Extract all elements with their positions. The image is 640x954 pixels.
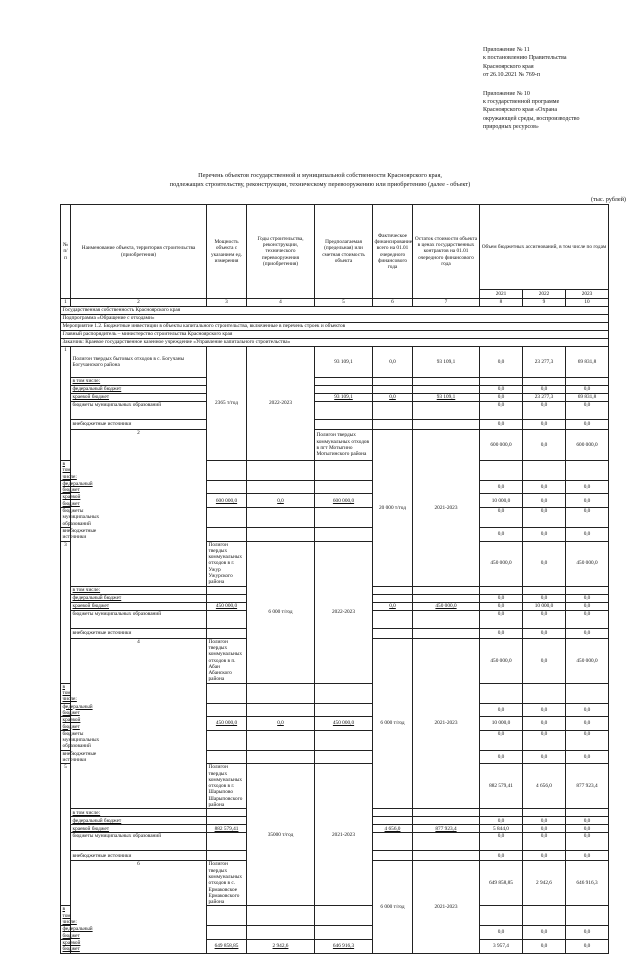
col-remaining: Остаток стоимости объекта в ценах государственных контрактов на 01.01 очередного финансового года <box>413 205 480 299</box>
object-number: 1 <box>61 347 71 461</box>
table-cell: бюджеты муниципальных образований <box>62 508 100 527</box>
table-cell: 0,0 <box>523 541 566 586</box>
table-cell <box>413 386 480 394</box>
table-cell: 0,0 <box>523 825 566 833</box>
table-cell: 0,0 <box>523 420 566 430</box>
table-cell: 0,0 <box>566 494 609 508</box>
table-cell: 0,0 <box>373 602 413 610</box>
appendix-11-block: Приложение № 11 к постановлению Правительства Красноярского края от 26.10.2021 № 769-п <box>483 47 567 79</box>
table-cell <box>207 750 247 764</box>
table-cell <box>315 926 373 940</box>
table-cell <box>315 420 373 430</box>
object-number: 5 <box>61 764 71 906</box>
table-cell <box>315 508 373 528</box>
table-cell: 0,0 <box>247 717 315 731</box>
table-cell: 450 000,0 <box>480 638 523 683</box>
table-cell: 0,0 <box>480 730 523 750</box>
table-cell <box>315 750 373 764</box>
table-cell <box>315 480 373 494</box>
table-cell <box>373 420 413 430</box>
table-cell: 23 277,3 <box>523 394 566 402</box>
table-cell <box>523 378 566 386</box>
object-row <box>61 430 609 461</box>
objects-table <box>60 204 609 954</box>
municipal-row <box>61 402 609 420</box>
table-cell: 0,0 <box>480 703 523 717</box>
table-cell: 0,0 <box>480 420 523 430</box>
table-cell <box>207 610 247 628</box>
units-label: (тыс. рублей) <box>591 196 626 203</box>
table-cell: в том числе: <box>62 906 77 926</box>
object-number: 2 <box>71 430 207 587</box>
table-cell <box>566 461 609 481</box>
table-cell: 0,0 <box>523 386 566 394</box>
object-name: Полигон твердых бытовых отходов в с. Богучаны Богучанского района <box>71 347 207 378</box>
table-cell: 0,0 <box>523 594 566 602</box>
table-cell <box>373 833 413 851</box>
table-cell <box>247 508 315 528</box>
table-cell: 450 000,0 <box>480 541 523 586</box>
object-number: 3 <box>61 541 71 683</box>
table-cell <box>207 594 247 602</box>
table-cell <box>315 461 373 481</box>
table-cell: краевой бюджет <box>71 602 207 610</box>
table-cell: 0,0 <box>523 508 566 528</box>
col-2022: 2022 <box>523 290 566 299</box>
table-cell <box>315 386 373 394</box>
table-cell <box>247 703 315 717</box>
table-cell: 5 844,0 <box>480 825 523 833</box>
table-cell <box>207 851 247 861</box>
table-cell: 0,0 <box>480 610 523 628</box>
table-cell <box>207 833 247 851</box>
table-cell: 0,0 <box>523 939 566 953</box>
table-cell <box>373 402 413 420</box>
table-cell: 0,0 <box>566 825 609 833</box>
section-row: Заказчик: Краевое государственное казенное учреждение «Управление капитального строительства» <box>61 339 609 347</box>
table-cell: 646 916,3 <box>315 939 373 953</box>
section-row: Государственная собственность Красноярского края <box>61 307 609 315</box>
table-cell: 0,0 <box>566 420 609 430</box>
table-cell: внебюджетные источники <box>71 851 207 861</box>
table-cell <box>413 809 480 817</box>
table-cell <box>207 461 247 481</box>
table-cell: 6 000 т/год <box>373 861 413 953</box>
table-cell: внебюджетные источники <box>62 527 97 541</box>
in-total-row <box>61 378 609 386</box>
table-cell <box>480 809 523 817</box>
table-cell <box>207 480 247 494</box>
table-cell: краевой бюджет <box>71 394 207 402</box>
table-cell: 0,0 <box>566 628 609 638</box>
object-number: 4 <box>71 638 207 809</box>
table-cell: 0,0 <box>566 386 609 394</box>
table-cell: 0,0 <box>523 730 566 750</box>
table-cell: бюджеты муниципальных образований <box>71 402 207 420</box>
table-cell <box>207 809 247 817</box>
table-cell: внебюджетные источники <box>71 420 207 430</box>
table-cell: 0,0 <box>566 402 609 420</box>
table-cell: 0,0 <box>566 602 609 610</box>
table-cell <box>480 586 523 594</box>
table-cell <box>315 378 373 386</box>
appendix-10-block: Приложение № 10 к государственной программе Красноярского края «Охрана окружающей среды, воспроизводство природных ресурсов» <box>483 90 580 131</box>
table-cell <box>373 851 413 861</box>
table-cell: бюджеты муниципальных образований <box>62 730 100 750</box>
table-cell <box>247 906 315 926</box>
extra-row <box>61 420 609 430</box>
table-cell: 0,0 <box>566 594 609 602</box>
object-name: Полигон твердых коммунальных отходов в г. Шарыпово Шарыповского района <box>207 764 247 809</box>
table-cell: краевой бюджет <box>62 717 81 730</box>
object-name: Полигон твердых коммунальных отходов в пгт Мотыгино Мотыгинского района <box>315 430 373 461</box>
table-cell: 4 656,0 <box>523 764 566 809</box>
table-cell <box>373 809 413 817</box>
table-cell: 10 000,0 <box>480 494 523 508</box>
table-cell: бюджеты муниципальных образований <box>71 610 207 628</box>
table-cell <box>566 906 609 926</box>
table-cell: краевой бюджет <box>62 939 81 953</box>
table-cell <box>207 508 247 528</box>
table-cell: 0,0 <box>523 402 566 420</box>
table-cell <box>247 730 315 750</box>
table-cell: 93 109,1 <box>315 347 373 378</box>
table-cell: 0,0 <box>566 750 609 764</box>
table-cell: внебюджетные источники <box>71 628 207 638</box>
table-cell: 6 000 т/год <box>373 638 413 809</box>
table-cell: 450 000,0 <box>566 638 609 683</box>
table-cell: 10 000,0 <box>480 717 523 731</box>
table-cell: 882 579,41 <box>207 825 247 833</box>
table-cell <box>247 683 315 703</box>
object-name: Полигон твердых коммунальных отходов в п. Абан Абанского района <box>207 638 247 683</box>
table-cell <box>207 817 247 825</box>
col-years: Годы строительства, реконструкции, технического перевооружения (приобретения) <box>247 205 315 299</box>
table-cell <box>413 817 480 825</box>
table-cell: 2021-2023 <box>315 764 373 906</box>
col-2023: 2023 <box>566 290 609 299</box>
table-cell <box>207 926 247 940</box>
table-cell: 0,0 <box>480 594 523 602</box>
col-cost: Предполагаемая (предельная) или сметная стоимость объекта <box>315 205 373 299</box>
table-cell <box>413 402 480 420</box>
document-title: Перечень объектов государственной и муниципальной собственности Красноярского края, подлежащих строительству, реконструкции, техническому перевооружению или приобретению (далее - объект) <box>169 172 471 188</box>
table-cell: 882 579,41 <box>480 764 523 809</box>
table-cell: 0,0 <box>480 851 523 861</box>
col-num: № п/п <box>61 205 71 299</box>
table-cell <box>373 586 413 594</box>
table-cell: 0,0 <box>566 703 609 717</box>
table-cell <box>373 817 413 825</box>
table-cell: федеральный бюджет <box>71 594 207 602</box>
table-cell <box>207 683 247 703</box>
table-cell: 0,0 <box>373 394 413 402</box>
table-cell: краевой бюджет <box>71 825 207 833</box>
table-cell <box>207 906 247 926</box>
table-cell: 3 957,4 <box>480 939 523 953</box>
table-cell: 646 916,3 <box>566 861 609 906</box>
table-cell: 0,0 <box>523 527 566 541</box>
table-cell: 0,0 <box>523 430 566 461</box>
table-cell: 600 000,0 <box>566 430 609 461</box>
table-cell: федеральный бюджет <box>71 817 207 825</box>
table-cell: 35000 т/год <box>247 764 315 906</box>
table-cell: 0,0 <box>480 817 523 825</box>
federal-row <box>61 386 609 394</box>
table-cell: 0,0 <box>480 628 523 638</box>
table-cell <box>207 628 247 638</box>
table-cell <box>566 378 609 386</box>
table-cell <box>207 527 247 541</box>
table-cell <box>373 628 413 638</box>
table-cell <box>480 378 523 386</box>
table-cell: 2 942,6 <box>247 939 315 953</box>
table-cell: 877 923,4 <box>566 764 609 809</box>
table-cell <box>247 527 315 541</box>
table-cell: 0,0 <box>523 628 566 638</box>
table-cell: 450 000,0 <box>566 541 609 586</box>
table-cell <box>566 683 609 703</box>
table-cell: 23 277,3 <box>523 347 566 378</box>
table-cell <box>523 809 566 817</box>
table-cell <box>480 906 523 926</box>
table-cell: 0,0 <box>523 494 566 508</box>
table-cell: 6 000 т/год <box>247 541 315 683</box>
object-name: Полигон твердых коммунальных отходов в с. Ермаковское Ермаковского района <box>207 861 247 906</box>
table-cell: в том числе: <box>62 683 77 703</box>
table-cell: 0,0 <box>523 750 566 764</box>
regional-row <box>61 394 609 402</box>
table-cell: 649 858,85 <box>480 861 523 906</box>
table-cell: в том числе: <box>62 461 77 480</box>
table-cell: 2365 т/год <box>207 347 247 461</box>
table-cell: федеральный бюджет <box>62 480 93 494</box>
object-name: Полигон твердых коммунальных отходов в г. Ужур Ужурского района <box>207 541 247 586</box>
index-row: 1 2 3 4 5 6 7 8 9 10 <box>61 299 609 307</box>
table-cell: 0,0 <box>480 527 523 541</box>
table-cell: внебюджетные источники <box>62 750 97 763</box>
table-cell <box>413 420 480 430</box>
table-cell: 649 858,85 <box>207 939 247 953</box>
table-cell: 0,0 <box>247 494 315 508</box>
table-cell <box>480 461 523 481</box>
table-cell: 2021-2023 <box>413 430 480 587</box>
table-cell <box>373 386 413 394</box>
table-cell: 0,0 <box>566 851 609 861</box>
table-cell: 93 109,1 <box>413 394 480 402</box>
table-cell <box>523 683 566 703</box>
table-cell <box>207 586 247 594</box>
table-cell: 0,0 <box>480 480 523 494</box>
table-cell: 450 000,0 <box>315 717 373 731</box>
table-cell: 0,0 <box>566 730 609 750</box>
table-cell: 0,0 <box>523 817 566 825</box>
table-cell: 0,0 <box>480 926 523 940</box>
table-cell: 2021-2023 <box>413 861 480 953</box>
table-cell: бюджеты муниципальных образований <box>71 833 207 851</box>
table-cell: 0,0 <box>566 508 609 528</box>
table-cell: 93 109,1 <box>315 394 373 402</box>
table-cell <box>523 586 566 594</box>
table-cell: 0,0 <box>523 480 566 494</box>
table-cell: в том числе: <box>71 586 207 594</box>
table-cell <box>373 610 413 628</box>
col-financed: Фактическое финансирование всего на 01.01 очередного финансового года <box>373 205 413 299</box>
table-cell <box>373 378 413 386</box>
appendix-header <box>483 46 623 142</box>
table-cell: 0,0 <box>523 703 566 717</box>
section-row: Главный распорядитель – министерство строительства Красноярского края <box>61 331 609 339</box>
table-cell <box>480 683 523 703</box>
table-cell <box>566 809 609 817</box>
table-cell <box>523 906 566 926</box>
table-cell: 0,0 <box>523 926 566 940</box>
table-cell <box>413 594 480 602</box>
table-cell: 0,0 <box>480 386 523 394</box>
table-cell: 0,0 <box>523 610 566 628</box>
table-cell <box>247 480 315 494</box>
table-cell <box>315 683 373 703</box>
table-cell: 0,0 <box>566 926 609 940</box>
table-cell: 450 000,0 <box>207 602 247 610</box>
table-cell: 10 000,0 <box>523 602 566 610</box>
table-cell: 0,0 <box>566 817 609 825</box>
table-cell: 0,0 <box>566 610 609 628</box>
table-cell: 600 000,0 <box>315 494 373 508</box>
table-cell <box>315 730 373 750</box>
table-cell: 0,0 <box>480 833 523 851</box>
header-row <box>61 205 609 290</box>
table-cell: 20 000 т/год <box>373 430 413 587</box>
table-cell: 4 656,0 <box>373 825 413 833</box>
table-cell <box>315 703 373 717</box>
table-cell: 0,0 <box>523 851 566 861</box>
table-cell: 0,0 <box>523 717 566 731</box>
table-cell: в том числе: <box>71 378 207 386</box>
table-cell: 0,0 <box>566 833 609 851</box>
table-cell <box>413 378 480 386</box>
col-capacity: Мощность объекта с указанием ед. измерения <box>207 205 247 299</box>
table-cell: 0,0 <box>480 402 523 420</box>
table-cell <box>413 628 480 638</box>
table-cell: 0,0 <box>566 480 609 494</box>
table-cell: 2022-2023 <box>247 347 315 461</box>
table-cell: 69 831,8 <box>566 394 609 402</box>
table-cell <box>373 594 413 602</box>
table-cell: 0,0 <box>566 939 609 953</box>
table-cell <box>413 851 480 861</box>
table-cell: федеральный бюджет <box>62 926 93 939</box>
table-cell <box>315 906 373 926</box>
section-row: Мероприятие 1.2. Бюджетные инвестиции в объекты капитального строительства, включенные в перечень строек и объектов <box>61 323 609 331</box>
col-allocations: Объем бюджетных ассигнований, в том числе по годам <box>480 205 609 290</box>
object-number: 6 <box>71 861 207 953</box>
table-cell: федеральный бюджет <box>71 386 207 394</box>
table-cell: 2 942,6 <box>523 861 566 906</box>
table-cell <box>207 703 247 717</box>
table-cell: в том числе: <box>71 809 207 817</box>
col-name: Наименование объекта, территория строительства (приобретения) <box>71 205 207 299</box>
table-cell <box>315 527 373 541</box>
table-cell: федеральный бюджет <box>62 703 93 716</box>
table-cell: 600 000,0 <box>480 430 523 461</box>
table-cell: 877 923,4 <box>413 825 480 833</box>
table-cell: 0,0 <box>480 394 523 402</box>
table-cell: 93 109,1 <box>413 347 480 378</box>
table-cell: 0,0 <box>523 638 566 683</box>
table-cell: 450 000,0 <box>413 602 480 610</box>
table-cell: 0,0 <box>566 527 609 541</box>
table-cell <box>315 402 373 420</box>
table-cell <box>523 461 566 481</box>
table-cell: 0,0 <box>480 347 523 378</box>
table-cell: 0,0 <box>480 750 523 764</box>
table-cell: 2022-2023 <box>315 541 373 683</box>
table-cell <box>413 586 480 594</box>
table-cell <box>413 833 480 851</box>
table-cell: краевой бюджет <box>62 494 81 507</box>
section-row: Подпрограмма «Обращение с отходами» <box>61 315 609 323</box>
table-cell: 0,0 <box>566 717 609 731</box>
table-cell: 0,0 <box>480 602 523 610</box>
table-cell: 0,0 <box>523 833 566 851</box>
table-cell <box>207 730 247 750</box>
table-cell: 450 000,0 <box>207 717 247 731</box>
table-cell: 600 000,0 <box>207 494 247 508</box>
table-cell <box>247 926 315 940</box>
table-cell <box>413 610 480 628</box>
table-cell <box>247 461 315 481</box>
col-2021: 2021 <box>480 290 523 299</box>
table-cell: 69 831,8 <box>566 347 609 378</box>
table-cell: 0,0 <box>480 508 523 528</box>
table-cell <box>247 750 315 764</box>
table-cell: 2021-2023 <box>413 638 480 809</box>
object-row <box>61 347 609 378</box>
table-cell <box>566 586 609 594</box>
table-cell: 0,0 <box>373 347 413 378</box>
